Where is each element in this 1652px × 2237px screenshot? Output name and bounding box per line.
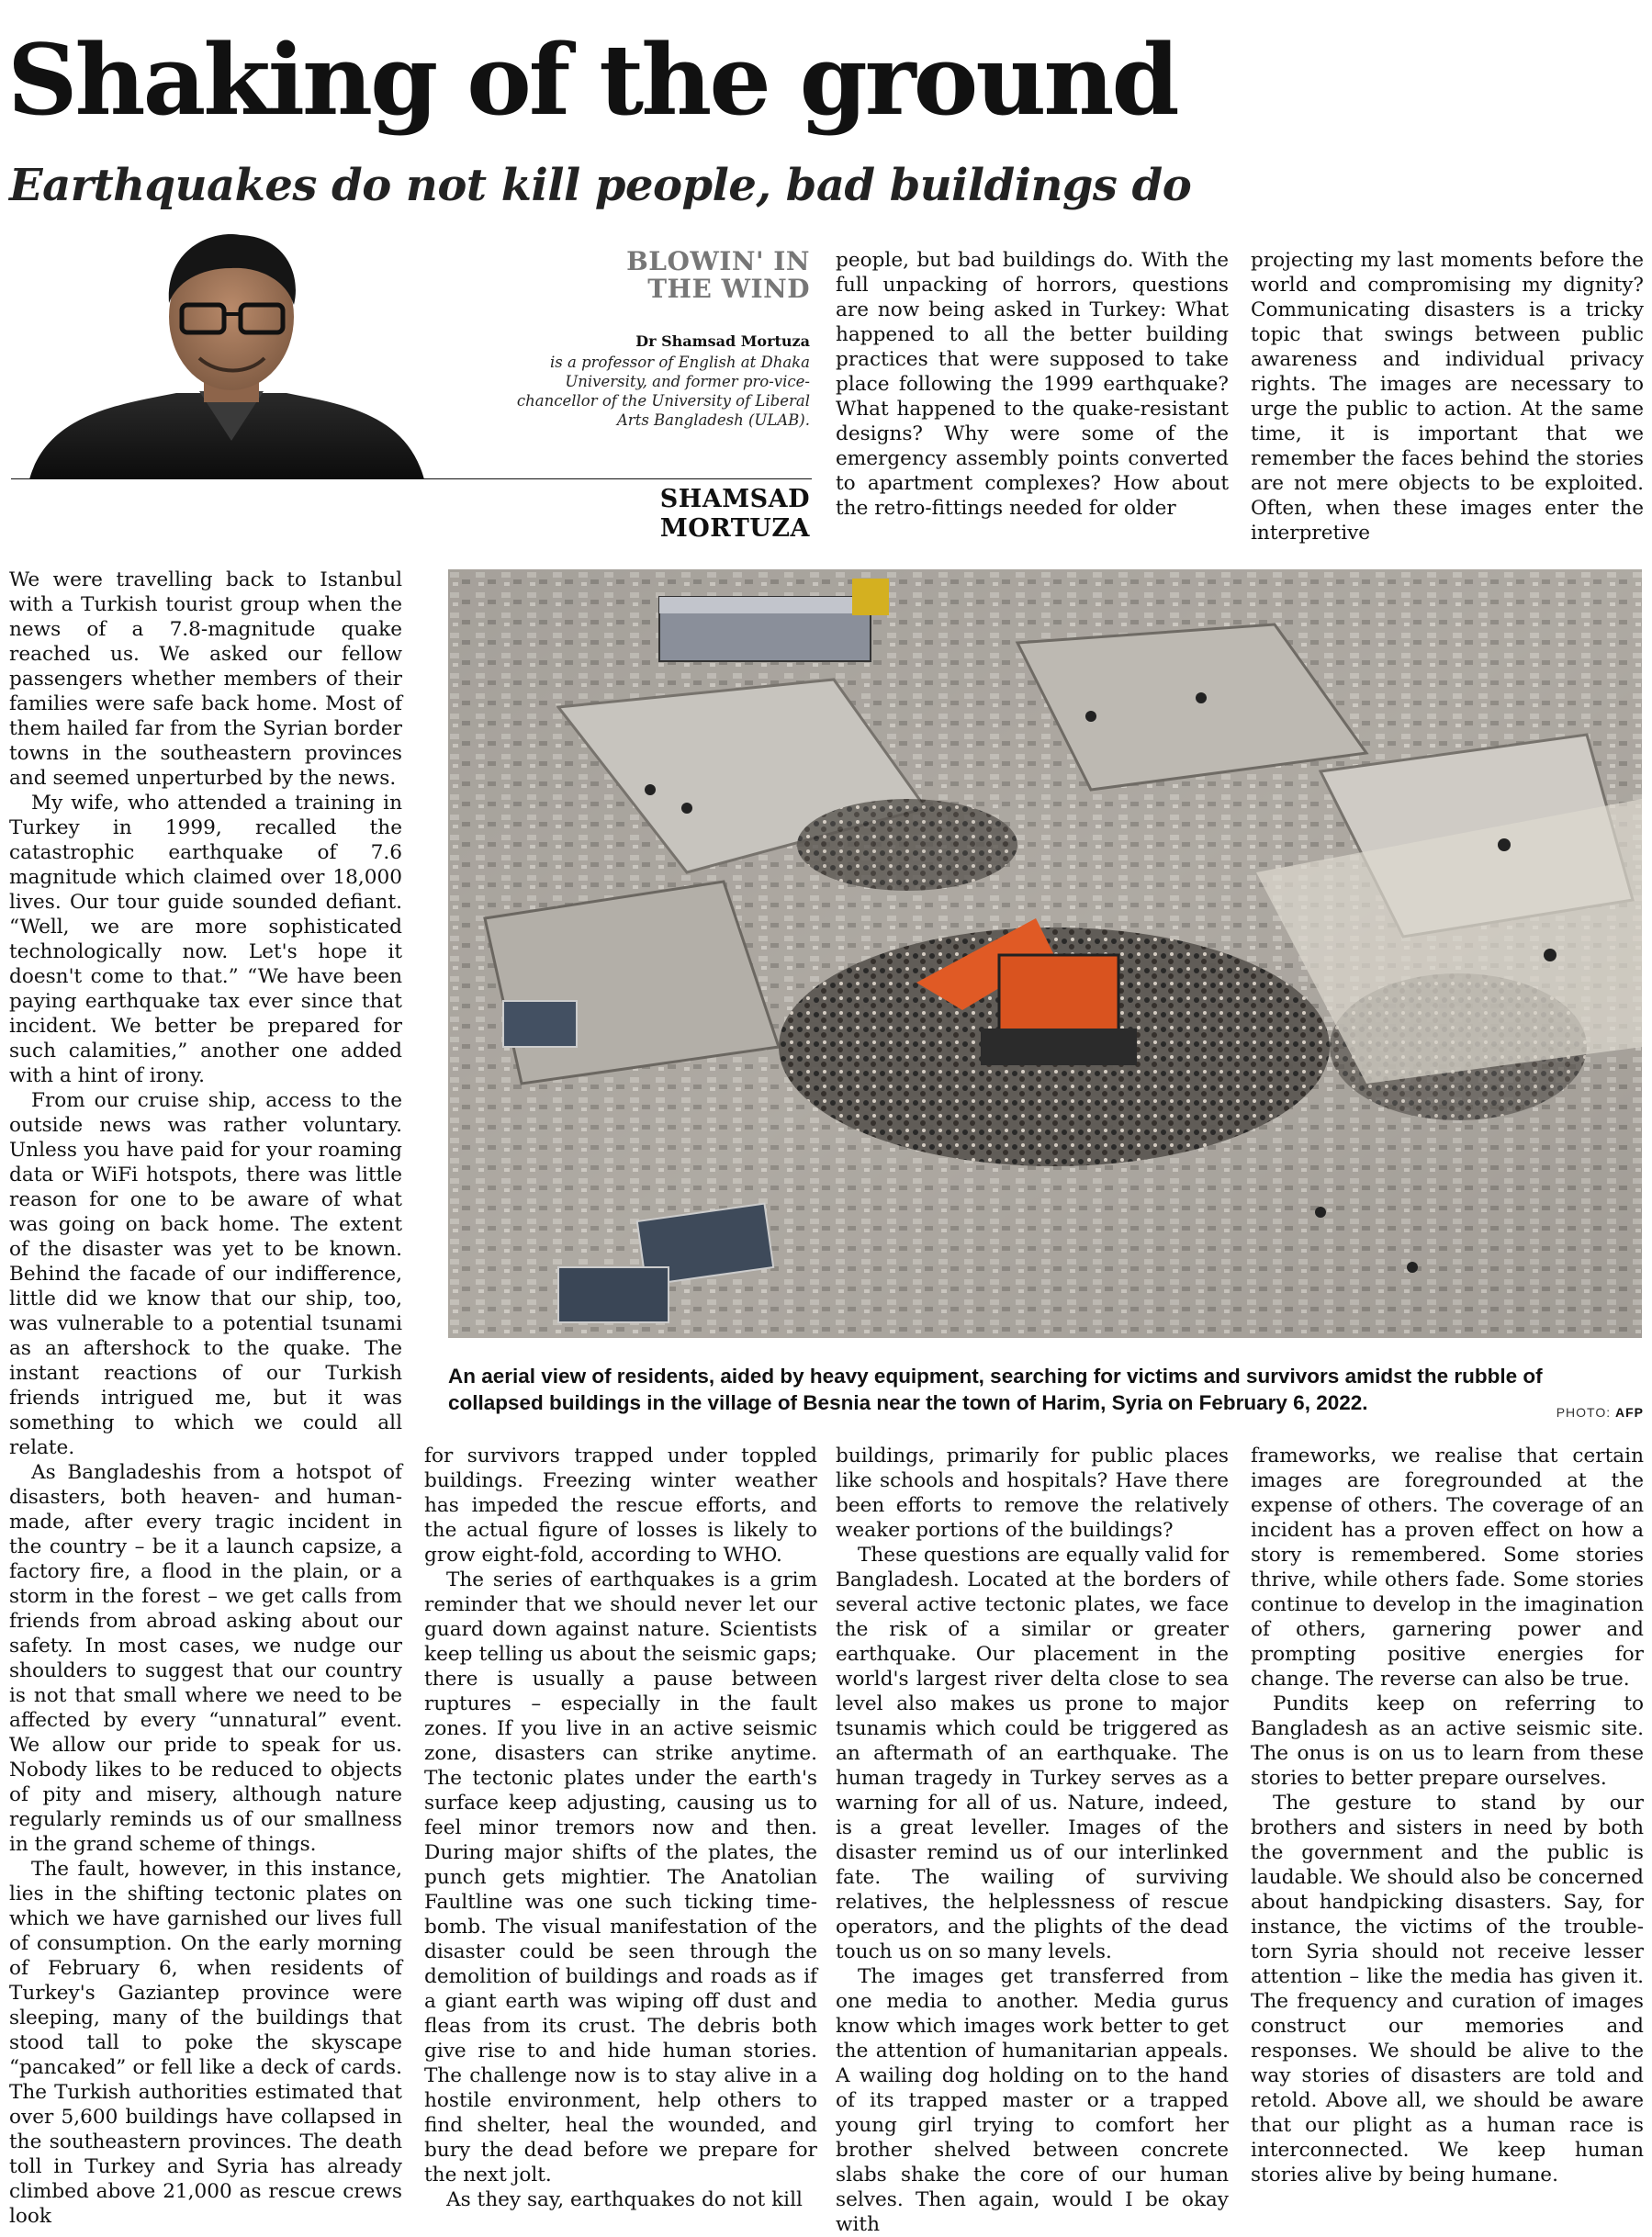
paragraph: As they say, earthquakes do not kill — [446, 2188, 803, 2211]
body-column-c-top — [836, 248, 1229, 521]
photo-credit-label: PHOTO: — [1556, 1405, 1612, 1420]
paragraph: people, but bad buildings do. With the full unpacking of horrors, questions are now being asked in Turkey: What happened to all the better building practices that were supposed to take place following the 1999 earthquake? What happened to the quake-resistant designs? Why were some of the emergency assembly points converted to apartment complexes? How about the retro-fittings needed for older — [836, 249, 1229, 520]
paragraph: We were travelling back to Istanbul with a Turkish tourist group when the news of a 7.8-magnitude quake reached us. We asked our fellow passengers whether members of their families were safe back home. Most of them hailed far from the Syrian border towns in the southeastern provinces and seemed unperturbed by the news. — [9, 568, 402, 790]
column-name-line2: THE WIND — [647, 274, 810, 304]
paragraph: projecting my last moments before the world and compromising my dignity? Communicating disasters is a tricky topic that swings between public awareness and individual privacy rights. The images are necessary to urge the public to action. At the same time, it is important that we remember the faces behind the stories are not mere objects to be exploited. Often, when these images enter the interpretive — [1251, 249, 1644, 545]
byline: SHAMSAD MORTUZA — [659, 485, 810, 543]
news-photo — [448, 569, 1642, 1338]
paragraph: From our cruise ship, access to the outside news was rather voluntary. Unless you have paid for your roaming data or WiFi hotspots, there was little reason for one to be aware of what was going on back home. The extent of the disaster was yet to be known. Behind the facade of our indifference, little did we know that our ship, too, was vulnerable to a potential tsunami as an aftershock to the quake. The instant reactions of our Turkish friends intrigued me, but it was something to which we could all relate. — [9, 1089, 402, 1459]
paragraph: Pundits keep on referring to Bangladesh as an active seismic site. The onus is on us to learn from these stories to better prepare ourselves. — [1251, 1692, 1644, 1790]
body-column-d-bottom — [1251, 1444, 1644, 2187]
paragraph: The gesture to stand by our brothers and sisters in need by both the government and the public is laudable. We should also be concerned about handpicking disasters. Say, for instance, the victims of the trouble-torn Syria should not receive lesser attention – like the media has given it. The frequency and curation of images construct our memories and responses. We should be alive to the way stories of disasters are told and retold. Above all, we should be aware that our plight as a human race is interconnected. We keep human stories alive by being humane. — [1251, 1792, 1644, 2186]
rubble-photo-image — [448, 569, 1642, 1338]
paragraph: for survivors trapped under toppled buildings. Freezing winter weather has impeded the rescue efforts, and the actual figure of losses is likely to grow eight-fold, according to WHO. — [424, 1444, 817, 1567]
author-name: Dr Shamsad Mortuza — [635, 332, 810, 350]
byline-rule — [11, 478, 812, 479]
body-column-c-bottom — [836, 1444, 1229, 2237]
photo-credit-source: AFP — [1615, 1405, 1644, 1420]
photo-credit — [1506, 1405, 1644, 1420]
paragraph: As Bangladeshis from a hotspot of disasters, both heaven- and human-made, after every tragic incident in the country – be it a launch capsize, a factory fire, a flood in the plain, or a storm in the forest – we get calls from friends from abroad asking about our safety. In most cases, we nudge our shoulders to suggest that our country is not that small where we need to be affected by every “unnatural” event. We allow our pride to speak for us. Nobody likes to be reduced to objects of pity and misery, although nature regularly reminds us of our smallness in the grand scheme of things. — [9, 1461, 402, 1856]
paragraph: frameworks, we realise that certain images are foregrounded at the expense of others. The coverage of an incident has a proven effect on how a story is remembered. Some stories thrive, while others fade. Some stories continue to develop in the imagination of others, garnering power and prompting positive energies for change. The reverse can also be true. — [1251, 1444, 1644, 1691]
column-name — [514, 248, 810, 303]
paragraph: The images get transferred from one media to another. Media gurus know which images work better to get the attention of humanitarian appeals. A wailing dog holding on to the hand of its trapped master or a trapped young girl trying to comfort her brother shelved between concrete slabs shake the core of our human selves. Then again, would I be okay with — [836, 1965, 1229, 2236]
paragraph: These questions are equally valid for Bangladesh. Located at the borders of several active tectonic plates, we face the risk of a similar or greater earthquake. Our placement in the world's largest river delta close to sea level also makes us prone to major tsunamis which could be triggered as an aftermath of an earthquake. The human tragedy in Turkey serves as a warning for all of us. Nature, indeed, is a great leveller. Images of the disaster remind us of our interlinked fate. The wailing of surviving relatives, the helplessness of rescue operators, and the plights of the dead touch us on so many levels. — [836, 1544, 1229, 1963]
paragraph: My wife, who attended a training in Turkey in 1999, recalled the catastrophic earthquake of 7.6 magnitude which claimed over 18,000 lives. Our tour guide sounded defiant. “Well, we are more sophisticated technologically now. Let's hope it doesn't come to that.” “We have been paying earthquake tax ever since that incident. We better be prepared for such calamities,” another one added with a hint of irony. — [9, 792, 402, 1087]
body-column-a — [9, 568, 402, 2229]
paragraph: The series of earthquakes is a grim reminder that we should never let our guard down against nature. Scientists keep telling us about the seismic gaps; there is usually a pause between ruptures – especially in the fault zones. If you live in an active seismic zone, disasters can strike anytime. The tectonic plates under the earth's surface keep adjusting, causing us to feel minor tremors now and then. During major shifts of the plates, the punch gets mightier. The Anatolian Faultline was one such ticking time-bomb. The visual manifestation of the disaster could be seen through the demolition of buildings and roads as if a giant earth was wiping off dust and fleas from its crust. The debris both give rise to and hide human stories. The challenge now is to stay alive in a hostile environment, help others to find shelter, heal the wounded, and bury the dead before we prepare for the next jolt. — [424, 1568, 817, 2186]
paragraph: buildings, primarily for public places like schools and hospitals? Have there been efforts to remove the relatively weaker portions of the buildings? — [836, 1444, 1229, 1542]
paragraph: The fault, however, in this instance, lies in the shifting tectonic plates on which we have garnished our lives full of consumption. On the early morning of February 6, when residents of Turkey's Gaziantep province were sleeping, many of the buildings that stood tall to poke the skyscape “pancaked” or fell like a deck of cards. The Turkish authorities estimated that over 5,600 buildings have collapsed in the southeastern provinces. The death toll in Turkey and Syria has already climbed above 21,000 as rescue crews look — [9, 1858, 402, 2228]
subheadline: Earthquakes do not kill people, bad buildings do — [9, 160, 1192, 211]
author-portrait — [11, 230, 489, 479]
photo-caption: An aerial view of residents, aided by heavy equipment, searching for victims and survivors amidst the rubble of collapsed buildings in the village of Besnia near the town of Harim, Syria on February 6, 2022. — [448, 1365, 1543, 1414]
column-name-line1: BLOWIN' IN — [626, 246, 810, 276]
author-bio: is a professor of English at Dhaka University, and former pro-vice-chancellor of the University of Liberal Arts Bangladesh (ULAB). — [516, 354, 810, 429]
author-portrait-image — [11, 230, 489, 479]
body-column-d-top — [1251, 248, 1644, 545]
headline: Shaking of the ground — [7, 22, 1177, 137]
body-column-b — [424, 1444, 817, 2212]
